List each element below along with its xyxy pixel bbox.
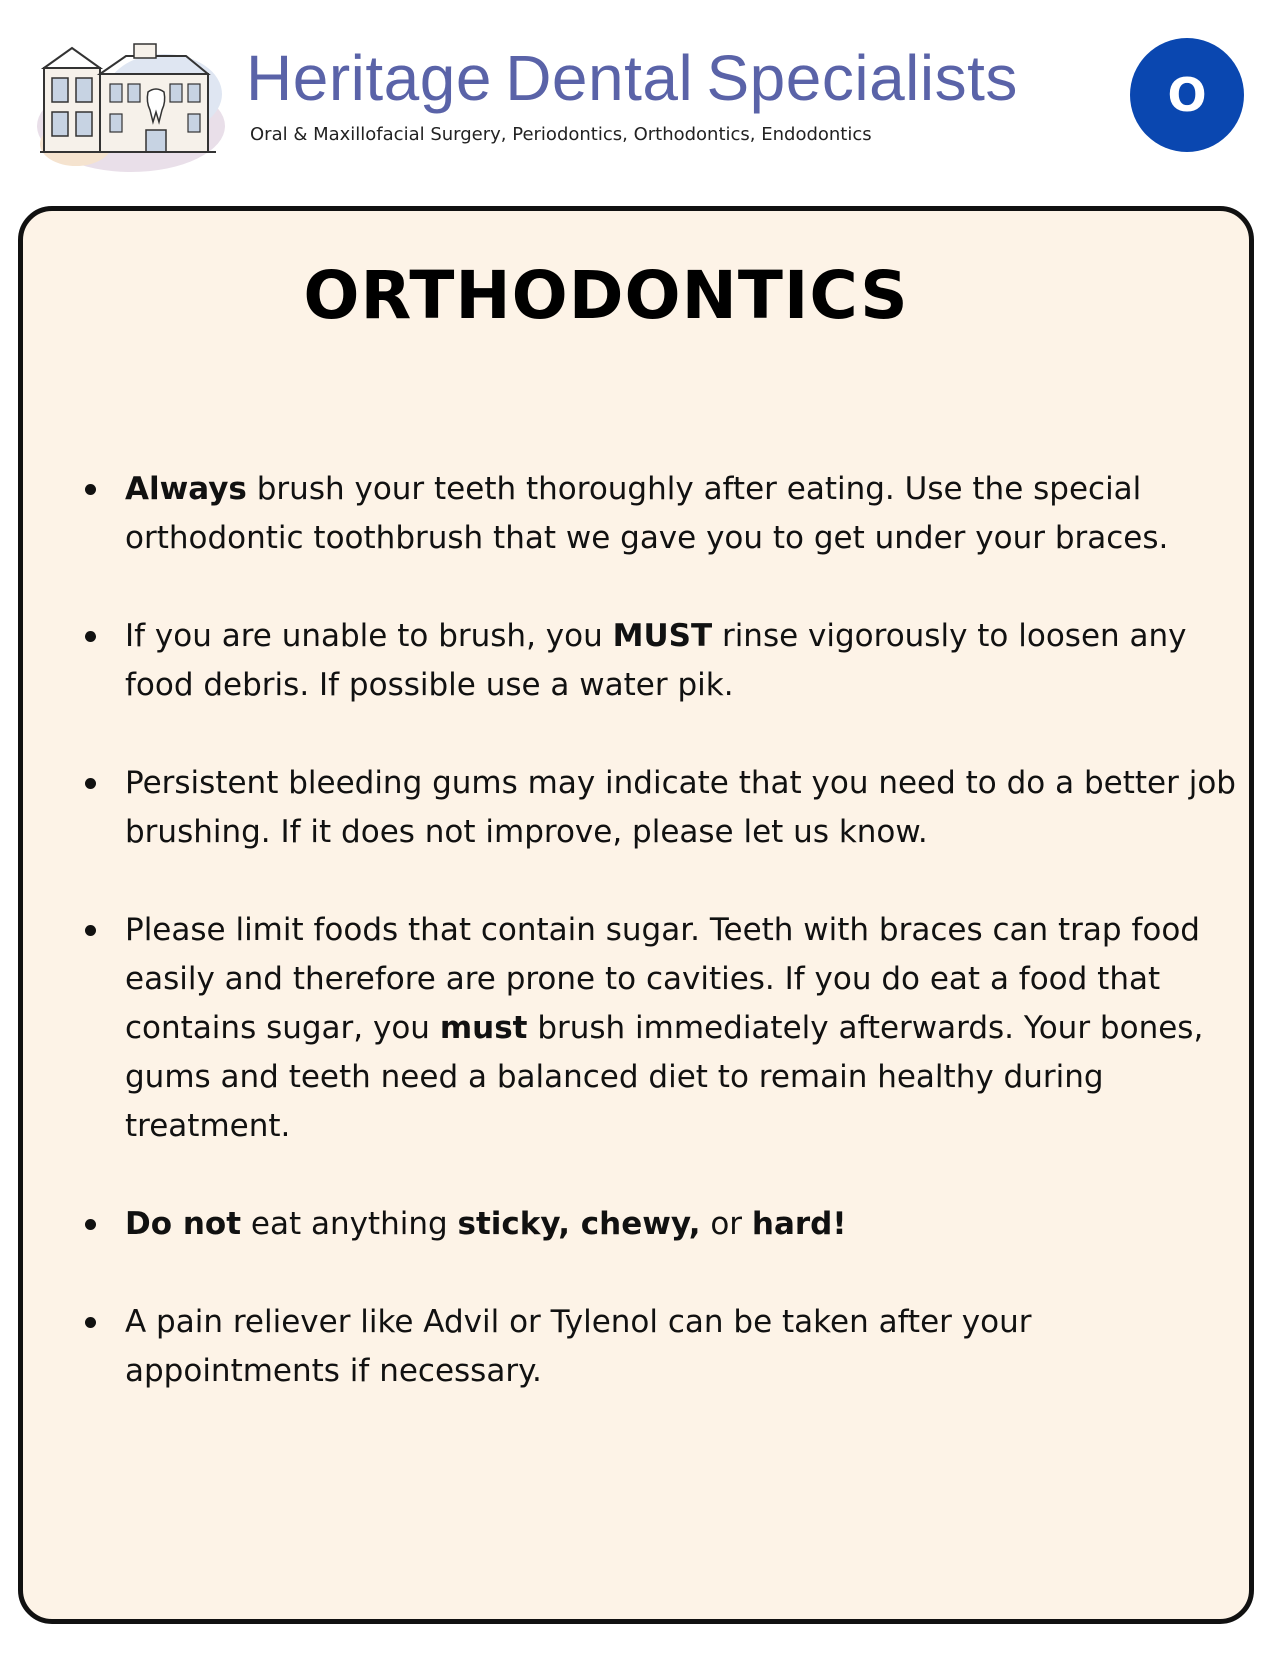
tip-item (85, 906, 1255, 1151)
tip-emphasis: hard! (751, 1206, 847, 1242)
tip-text: rinse vigorously to loosen any food debris. If possible use a water pik. (125, 618, 1187, 703)
page-title: ORTHODONTICS (303, 257, 909, 334)
tip-text: Persistent bleeding gums may indicate that you need to do a better job brushing. If it does not improve, please let us know. (125, 765, 1236, 850)
tip-text: eat anything (241, 1206, 458, 1242)
section-badge (1130, 38, 1244, 152)
tips-list (85, 465, 1255, 1445)
tip-item (85, 465, 1255, 563)
tip-emphasis: MUST (612, 618, 713, 654)
brand-name (246, 42, 1018, 114)
tip-item (85, 612, 1255, 710)
tips-card (18, 206, 1254, 1624)
tip-item (85, 1298, 1255, 1396)
tip-item (85, 1200, 1255, 1249)
page-header (0, 0, 1280, 190)
tip-emphasis: must (439, 1010, 528, 1046)
tip-item (85, 759, 1255, 857)
tip-emphasis: Always (125, 471, 247, 507)
tip-emphasis: Do not (125, 1206, 242, 1242)
brand-word-specialists: Specialists (706, 42, 1018, 114)
section-badge-letter: O (1167, 68, 1207, 122)
brand-subtitle: Oral & Maxillofacial Surgery, Periodontics, Orthodontics, Endodontics (250, 124, 872, 145)
tip-text: A pain reliever like Advil or Tylenol can be taken after your appointments if necessary. (125, 1304, 1032, 1389)
tip-text: If you are unable to brush, you (125, 618, 613, 654)
brand-word-heritage: Heritage (246, 42, 492, 114)
tip-text: brush immediately afterwards. Your bones, gums and teeth need a balanced diet to remain healthy during treatment. (125, 1010, 1204, 1144)
tip-text: or (700, 1206, 752, 1242)
tip-emphasis: sticky, chewy, (457, 1206, 701, 1242)
brand-word-dental: Dental (505, 42, 694, 114)
tip-text: brush your teeth thoroughly after eating. Use the special orthodontic toothbrush that we gave you to get under your braces. (125, 471, 1169, 556)
tip-text: Please limit foods that contain sugar. Teeth with braces can trap food easily and therefore are prone to cavities. If you do eat a food that contains sugar, you (125, 912, 1200, 1046)
building-sketch-icon (36, 34, 226, 174)
